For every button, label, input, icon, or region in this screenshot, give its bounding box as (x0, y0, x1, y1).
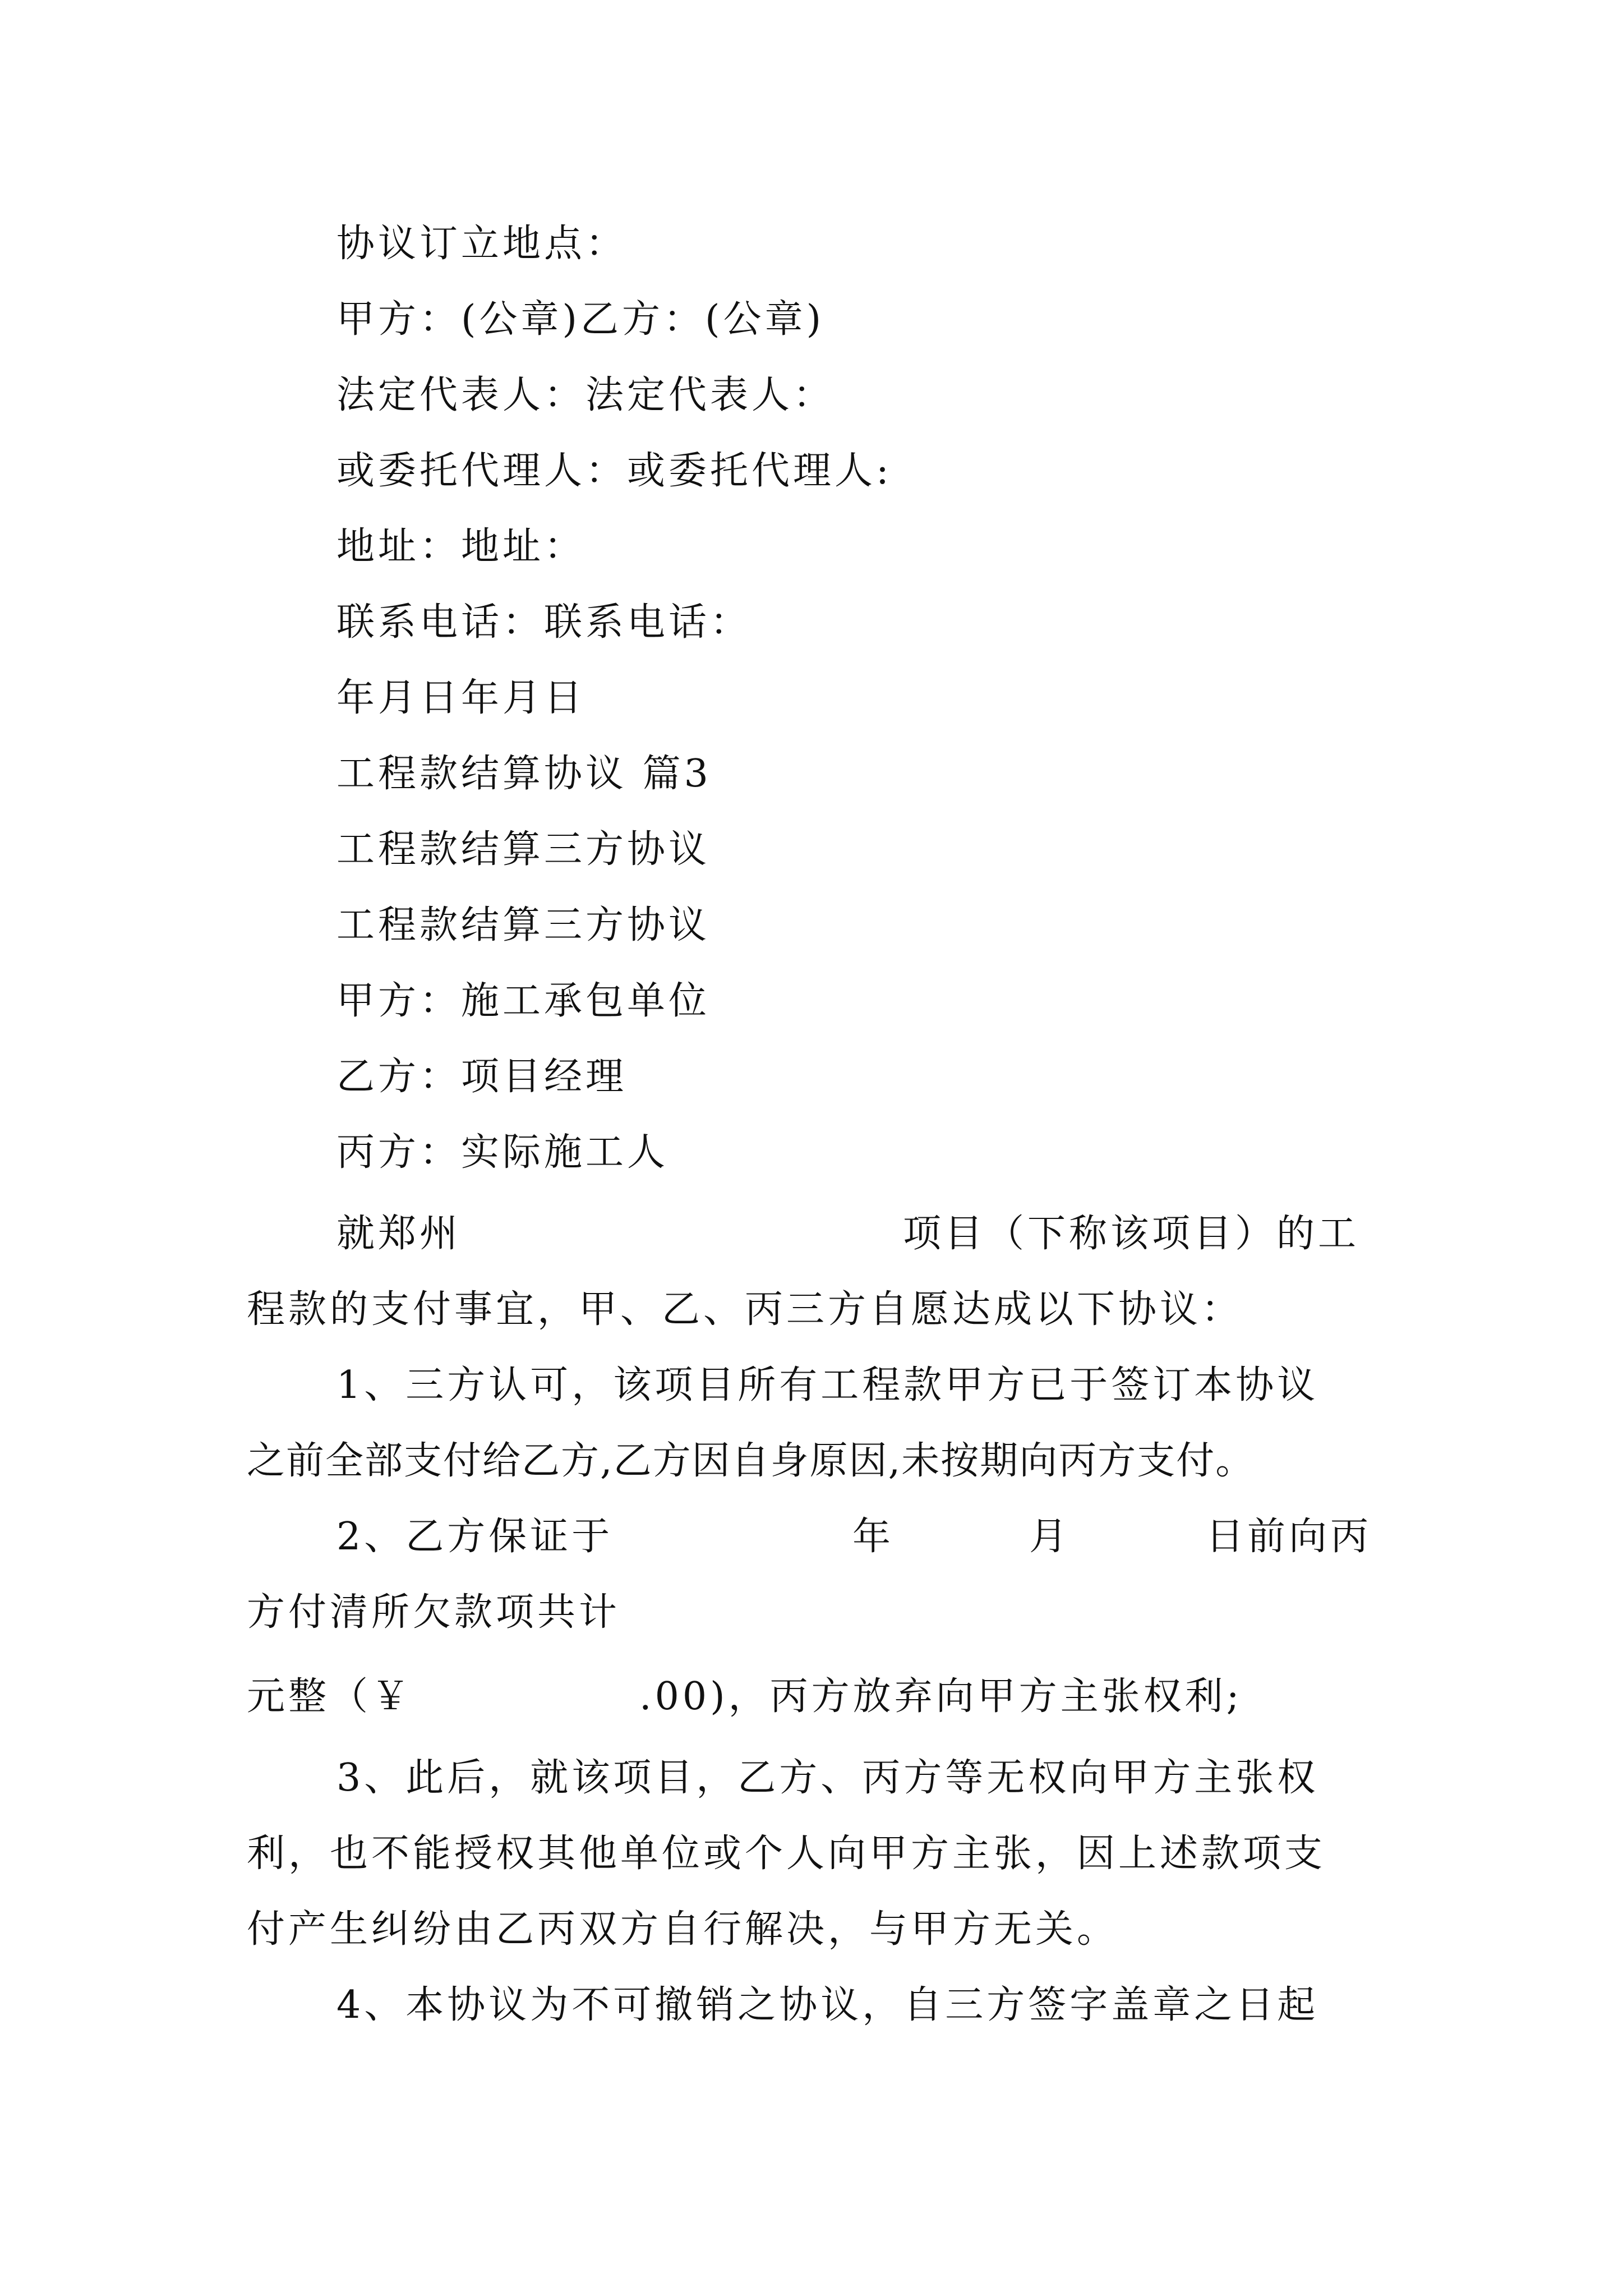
party-c-line: 丙方：实际施工人 (336, 1130, 669, 1175)
item1-line1: 1、三方认可，该项目所有工程款甲方已于签订本协议 (336, 1363, 1319, 1407)
address-line: 地址：地址： (336, 524, 586, 569)
para1-end: 项目（下称该项目）的工 (903, 1212, 1360, 1256)
date-line: 年月日年月日 (336, 676, 586, 720)
item2-year: 年 (852, 1515, 895, 1559)
item2-part1: 2、乙方保证于 (336, 1515, 614, 1559)
item4-line1: 4、本协议为不可撤销之协议，自三方签字盖章之日起 (336, 1983, 1319, 2027)
agent-line: 或委托代理人：或委托代理人: (336, 449, 892, 493)
agreement-title-1: 工程款结算三方协议 (336, 827, 711, 872)
item3-line3: 付产生纠纷由乙丙双方自行解决，与甲方无关。 (247, 1907, 1119, 1952)
party-seal-line: 甲方：(公章)乙方：(公章) (336, 297, 825, 342)
legal-rep-line: 法定代表人：法定代表人： (336, 373, 835, 417)
item3-line1: 3、此后，就该项目，乙方、丙方等无权向甲方主张权 (336, 1756, 1319, 1800)
para1-start: 就郑州 (336, 1212, 462, 1256)
phone-line: 联系电话：联系电话： (336, 600, 752, 645)
agreement-title-2: 工程款结算三方协议 (336, 903, 711, 947)
item1-line2: 之前全部支付给乙方,乙方因自身原因,未按期向丙方支付。 (247, 1439, 1255, 1483)
para1-line2: 程款的支付事宜，甲、乙、丙三方自愿达成以下协议： (247, 1287, 1243, 1332)
party-a-line: 甲方：施工承包单位 (336, 979, 711, 1023)
item2-line2: 方付清所欠款项共计 (247, 1590, 621, 1635)
item2-day: 日前向丙 (1206, 1515, 1372, 1559)
section-heading: 工程款结算协议 篇3 (336, 752, 712, 796)
party-b-line: 乙方：项目经理 (336, 1055, 628, 1099)
signing-place-line: 协议订立地点： (336, 222, 628, 266)
item3-line2: 利，也不能授权其他单位或个人向甲方主张，因上述款项支 (247, 1832, 1326, 1876)
item2-amount-start: 元整（￥ (247, 1674, 413, 1719)
item2-month: 月 (1029, 1515, 1071, 1559)
item2-amount-end: .00)，丙方放弃向甲方主张权利; (639, 1674, 1243, 1719)
